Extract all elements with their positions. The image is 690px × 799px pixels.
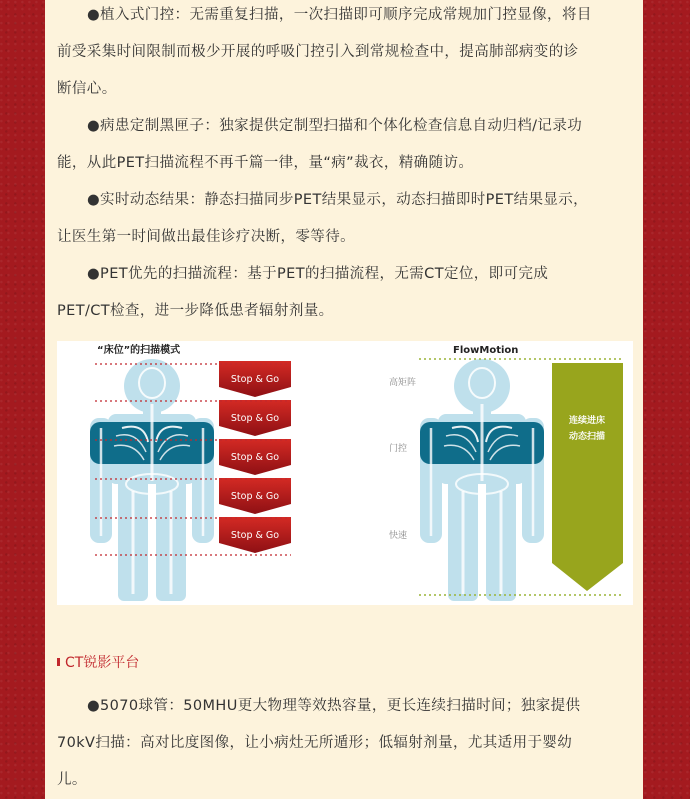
svg-text:Stop & Go: Stop & Go (230, 491, 280, 502)
paragraph-line: 前受采集时间限制而极少开展的呼吸门控引入到常规检查中，提高肺部病变的诊 (57, 44, 579, 60)
human-figure-flowmotion (420, 359, 544, 601)
continuous-bed-arrow (552, 363, 623, 591)
stop-and-go-steps (219, 361, 291, 553)
arrow-text-line1: 连续进床 (568, 416, 606, 426)
paragraph-pet-first (57, 256, 633, 330)
paragraph-line: 让医生第一时间做出最佳诊疗决断，零等待。 (57, 229, 355, 245)
ct-section-heading: CT锐影平台 (57, 651, 139, 675)
stop-and-go-step (219, 361, 291, 397)
paragraph-realtime-results (57, 182, 633, 256)
svg-text:Stop & Go: Stop & Go (230, 374, 280, 385)
stop-and-go-step (219, 517, 291, 553)
paragraph-line: ●病患定制黑匣子：独家提供定制型扫描和个体化检查信息自动归档/记录功 (87, 118, 583, 134)
paragraph-ct-tube (57, 688, 633, 799)
paragraph-line: 能，从此PET扫描流程不再千篇一律，量“病”裁衣，精确随访。 (57, 155, 474, 171)
right-figure-title: FlowMotion (453, 345, 519, 356)
label-fast: 快速 (389, 531, 408, 541)
stop-and-go-step (219, 478, 291, 514)
svg-text:Stop & Go: Stop & Go (230, 452, 280, 463)
label-high-matrix: 高矩阵 (389, 378, 417, 388)
left-figure-title: “床位”的扫描模式 (97, 345, 181, 356)
scan-mode-figure (57, 341, 633, 605)
paragraph-line: 断信心。 (57, 81, 117, 97)
paragraph-implanted-gating (57, 0, 633, 108)
paragraph-black-box (57, 108, 633, 182)
paragraph-line: 儿。 (57, 772, 87, 788)
svg-text:Stop & Go: Stop & Go (230, 530, 280, 541)
stop-and-go-step (219, 439, 291, 475)
paragraph-line: ●实时动态结果：静态扫描同步PET结果显示，动态扫描即时PET结果显示， (87, 192, 589, 208)
human-figure-stop-and-go (90, 359, 214, 601)
label-gating: 门控 (389, 444, 408, 454)
paragraph-line: 70kV扫描：高对比度图像，让小病灶无所遁形；低辐射剂量，尤其适用于婴幼 (57, 735, 573, 751)
arrow-text-line2: 动态扫描 (568, 432, 606, 442)
svg-text:Stop & Go: Stop & Go (230, 413, 280, 424)
heading-bullet-icon (57, 658, 60, 666)
paragraph-line: ●植入式门控：无需重复扫描，一次扫描即可顺序完成常规加门控显像，将目 (87, 7, 592, 23)
paragraph-line: PET/CT检查，进一步降低患者辐射剂量。 (57, 303, 334, 319)
stop-and-go-step (219, 400, 291, 436)
paragraph-line: ●5070球管：50MHU更大物理等效热容量，更长连续扫描时间；独家提供 (87, 698, 581, 714)
scan-mode-diagram (57, 341, 633, 605)
paragraph-line: ●PET优先的扫描流程：基于PET的扫描流程，无需CT定位，即可完成 (87, 266, 549, 282)
